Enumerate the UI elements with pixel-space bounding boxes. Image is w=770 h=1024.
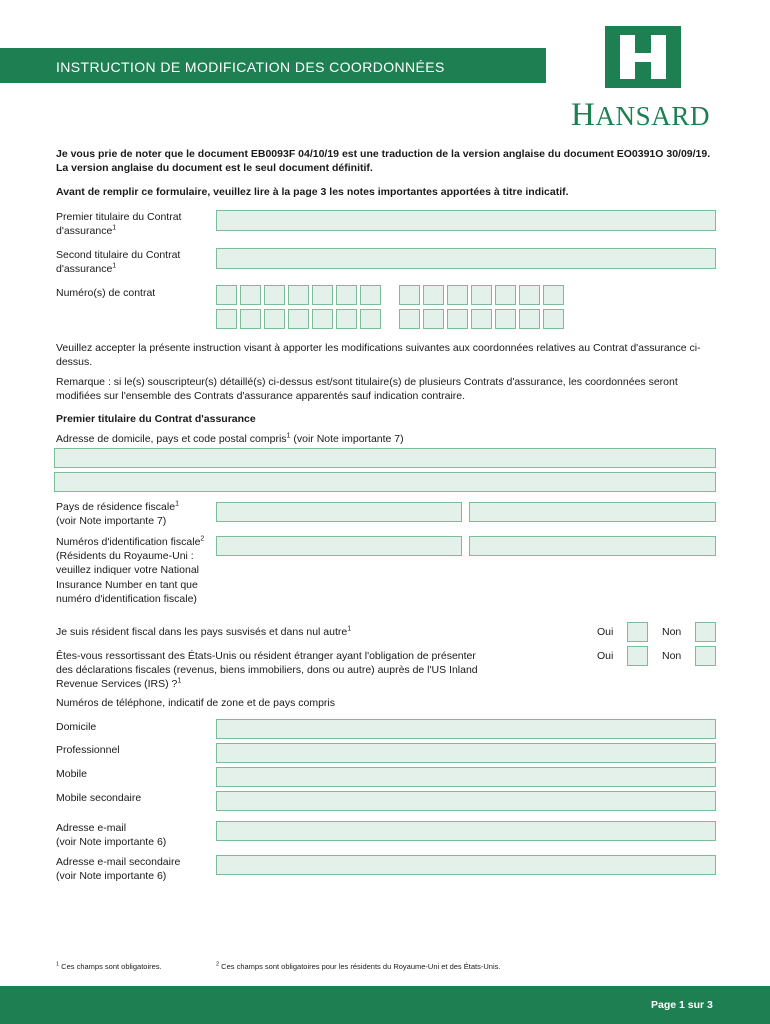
second-holder-label: Second titulaire du Contrat d'assurance$^1$	[56, 249, 181, 276]
first-holder-input[interactable]	[216, 210, 716, 231]
page-title: INSTRUCTION DE MODIFICATION DES COORDONNÉES	[56, 59, 445, 75]
us-person-question: Êtes-vous ressortissant des États-Unis ou résident étranger ayant l'obligation de présenter des déclarations fiscales (revenus, biens immobiliers, dons ou autre) auprès de l'US Inland Revenue Services (IRS) ?$^1$	[56, 650, 478, 691]
contract-number-cell[interactable]	[312, 309, 333, 329]
tax-id-label: Numéros d'identification fiscale$^2$ (Résidents du Royaume-Uni : veuillez indiquer votre National Insurance Number en tant que numéro d'identification fiscale)	[56, 535, 205, 605]
contract-number-cell[interactable]	[423, 309, 444, 329]
email2-input[interactable]	[216, 855, 716, 875]
email2-label: Adresse e-mail secondaire (voir Note importante 6)	[56, 856, 181, 883]
contract-number-cell[interactable]	[336, 285, 357, 305]
phone-heading: Numéros de téléphone, indicatif de zone et de pays compris	[56, 697, 335, 709]
hansard-h-logo-icon	[605, 26, 681, 88]
address-input-line-2[interactable]	[54, 472, 716, 492]
accept-instruction: Veuillez accepter la présente instruction visant à apporter les modifications suivantes aux coordonnées relatives au Contrat d'assurance ci-dessus.	[56, 342, 701, 369]
first-holder-section-heading: Premier titulaire du Contrat d'assurance	[56, 413, 256, 425]
us-no-label: Non	[662, 650, 682, 662]
contract-number-cell[interactable]	[264, 309, 285, 329]
contract-number-cell[interactable]	[471, 309, 492, 329]
work-phone-input[interactable]	[216, 743, 716, 763]
second-holder-input[interactable]	[216, 248, 716, 269]
contract-number-cell[interactable]	[264, 285, 285, 305]
contract-number-cell[interactable]	[312, 285, 333, 305]
contract-number-cell[interactable]	[360, 285, 381, 305]
tax-residence-input-2[interactable]	[469, 502, 716, 522]
home-phone-input[interactable]	[216, 719, 716, 739]
contract-number-cell[interactable]	[519, 309, 540, 329]
address-input-line-1[interactable]	[54, 448, 716, 468]
contract-number-cell[interactable]	[447, 285, 468, 305]
us-no-checkbox[interactable]	[695, 646, 716, 666]
resident-question: Je suis résident fiscal dans les pays susvisés et dans nul autre$^1$	[56, 625, 352, 638]
remark-text: Remarque : si le(s) souscripteur(s) détaillé(s) ci-dessus est/sont titulaire(s) de plusieurs Contrats d'assurance, les coordonnées seront modifiées sur l'ensemble des Contrats d'assurance apparentés sauf indication contraire.	[56, 376, 678, 403]
home-phone-label: Domicile	[56, 721, 97, 733]
contract-number-cell[interactable]	[240, 285, 261, 305]
contract-number-cell[interactable]	[288, 285, 309, 305]
contract-number-cell[interactable]	[360, 309, 381, 329]
mobile2-phone-input[interactable]	[216, 791, 716, 811]
contract-number-cell[interactable]	[240, 309, 261, 329]
contract-numbers-label: Numéro(s) de contrat	[56, 287, 156, 299]
mobile2-phone-label: Mobile secondaire	[56, 792, 142, 804]
mobile-phone-input[interactable]	[216, 767, 716, 787]
tax-id-input-2[interactable]	[469, 536, 716, 556]
contract-number-cell[interactable]	[216, 309, 237, 329]
contract-number-cell[interactable]	[216, 285, 237, 305]
contract-number-cell[interactable]	[543, 309, 564, 329]
contract-number-cell[interactable]	[543, 285, 564, 305]
contract-number-cell[interactable]	[519, 285, 540, 305]
logo-wordmark: HANSARD	[571, 97, 711, 133]
resident-no-checkbox[interactable]	[695, 622, 716, 642]
us-yes-checkbox[interactable]	[627, 646, 648, 666]
first-holder-label: Premier titulaire du Contrat d'assurance$^1$	[56, 211, 182, 238]
address-label: Adresse de domicile, pays et code postal compris$^1$ (voir Note importante 7)	[56, 432, 404, 445]
tax-id-input-1[interactable]	[216, 536, 462, 556]
us-yes-label: Oui	[597, 650, 614, 662]
resident-no-label: Non	[662, 626, 682, 638]
tax-residence-input-1[interactable]	[216, 502, 462, 522]
footnote-2: $^2$ Ces champs sont obligatoires pour les résidents du Royaume-Uni et des États-Unis.	[216, 961, 501, 971]
contract-number-cell[interactable]	[423, 285, 444, 305]
footnote-1: $^1$ Ces champs sont obligatoires.	[56, 961, 162, 971]
email-label: Adresse e-mail (voir Note importante 6)	[56, 822, 167, 849]
contract-number-cell[interactable]	[495, 285, 516, 305]
work-phone-label: Professionnel	[56, 744, 120, 756]
resident-yes-checkbox[interactable]	[627, 622, 648, 642]
contract-number-cell[interactable]	[288, 309, 309, 329]
contract-number-cell[interactable]	[495, 309, 516, 329]
page-number: Page 1 sur 3	[651, 999, 713, 1011]
tax-residence-label: Pays de résidence fiscale$^1$ (voir Note importante 7)	[56, 500, 179, 528]
contract-number-cell[interactable]	[447, 309, 468, 329]
contract-number-cell[interactable]	[399, 285, 420, 305]
contract-number-cell[interactable]	[471, 285, 492, 305]
mobile-phone-label: Mobile	[56, 768, 87, 780]
email-input[interactable]	[216, 821, 716, 841]
contract-number-cell[interactable]	[336, 309, 357, 329]
contract-number-cell[interactable]	[399, 309, 420, 329]
read-notes-note: Avant de remplir ce formulaire, veuillez lire à la page 3 les notes importantes apportées à titre indicatif.	[56, 186, 569, 198]
translation-note: Je vous prie de noter que le document EB0093F 04/10/19 est une traduction de la version anglaise du document EO0391O 30/09/19. La version anglaise du document est le seul document définitif.	[56, 148, 711, 175]
resident-yes-label: Oui	[597, 626, 614, 638]
